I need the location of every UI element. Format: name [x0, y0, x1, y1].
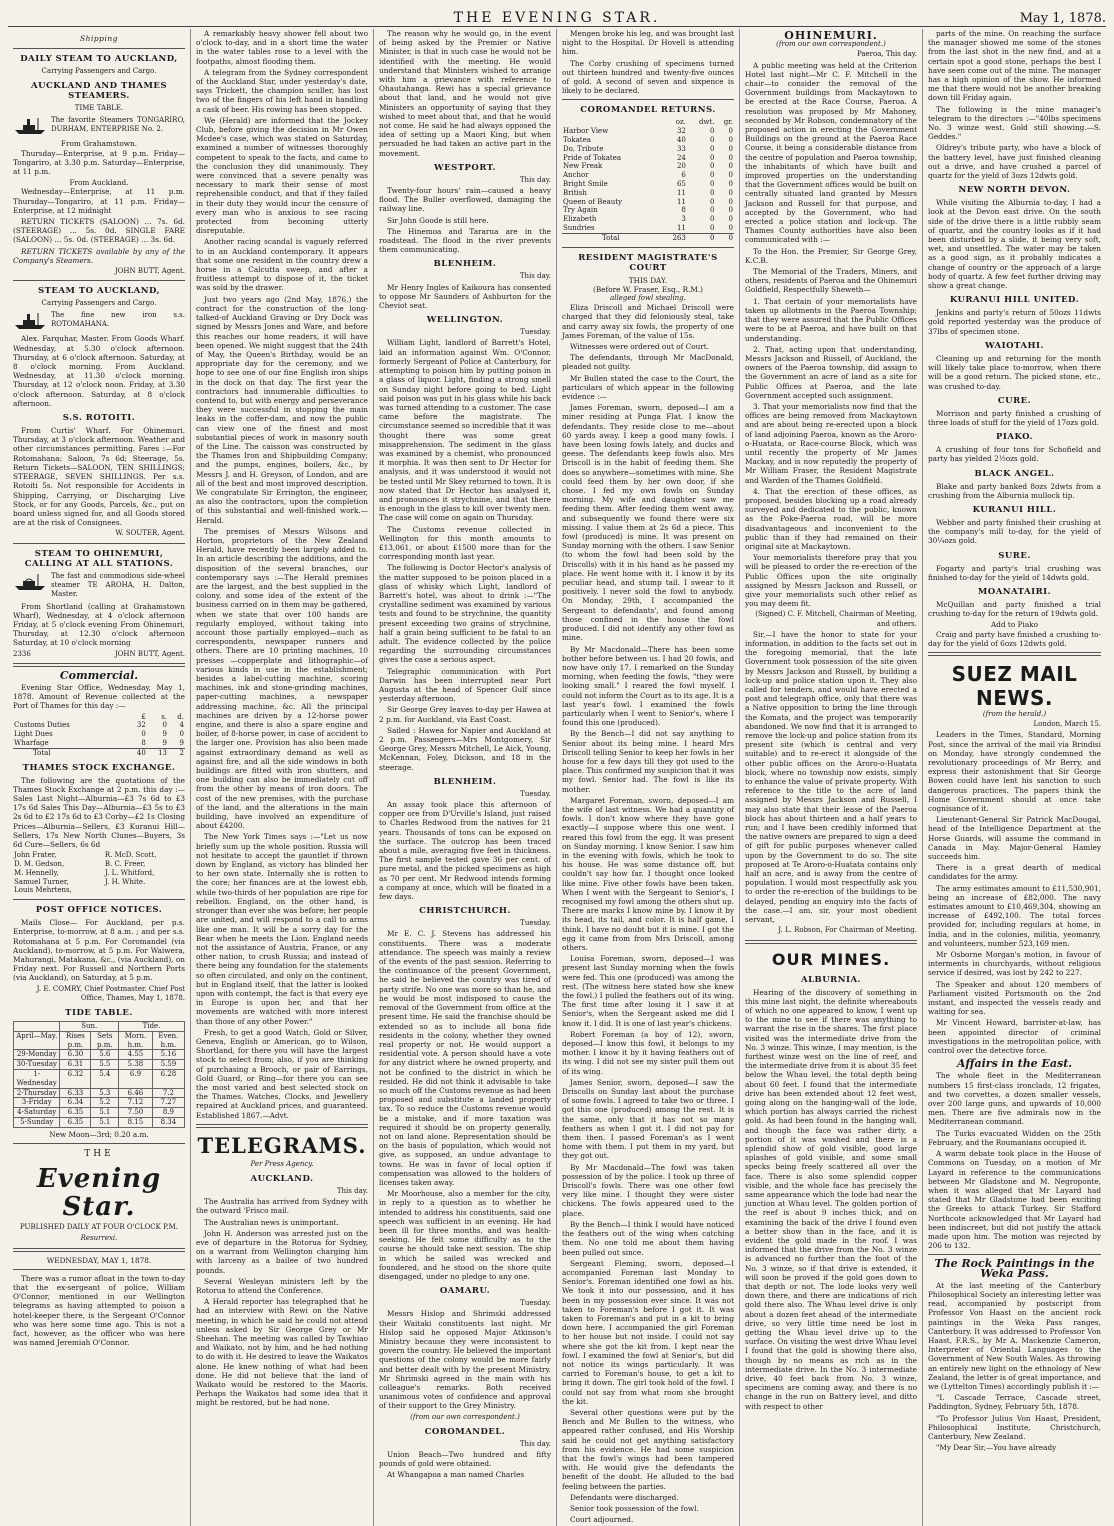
- mine-report: Webber and party finished their crushing at the company's mill to-day, for the yield of 30¼ozs gold.: [928, 517, 1101, 546]
- post-office-heading: POST OFFICE NOTICES.: [35, 905, 163, 916]
- column-3: [374, 29, 557, 1526]
- case-title: alleged fowl stealing.: [610, 293, 686, 302]
- article-paragraph: Eliza Driscoll and Michael Driscoll were charged that they did feloniously steal, take and carry away six fowls, the property of one James Foreman, of the value of 15s.: [562, 303, 734, 340]
- article-paragraph: John H. Anderson was arrested just on the eve of departure in the Rotorua for Sydney, on a warrant from Wellington charging him with larceny as a bailee of two hundred pounds.: [196, 1228, 368, 1275]
- article-paragraph: The whole fleet in the Mediterranean numbers 15 first-class ironclads, 12 frigates, and two corvettes, a dozen smaller vessels, over 200 large guns, and upwards of 10,000 men. There are five admirals now in the Mediterranean command.: [928, 1071, 1101, 1127]
- article-paragraph: Union Beach—Two hundred and fifty pounds of gold were obtained.: [379, 1450, 551, 1469]
- article-paragraph: At Whangapoa a man named Charles: [387, 1470, 525, 1480]
- article-paragraph: 4. That the erection of these offices, as proposed, besides blocking up a road already surveyed and dedicated to the public, known as the Poke-Paeroa road, will be more disadvantageous and inconvenient to the public than if they had remained on their original site at Mackaytown.: [745, 486, 917, 551]
- article-paragraph: Your memorialists therefore pray that you will be pleased to order the re-erection of the Public Offices upon the site originally assigned by Messrs Jackson and Russell, or give your memorialists such other relief as you may deem fit.: [745, 553, 917, 609]
- mine-report: Craig and party have finished a crushing to-day for the yield of 6ozs 12dwts gold.: [928, 629, 1101, 648]
- article-paragraph: The Speaker and about 120 members of Parliament visited Portsmouth on the 2nd instant, and inspected the vessels ready and waiting for sea.: [928, 979, 1101, 1017]
- ad-daily-steam-sub: Carrying Passengers and Cargo.: [41, 67, 157, 75]
- ship-names: The favorite Steamers TONGARIRO, DURHAM, ENTERPRISE No. 2.: [51, 116, 185, 134]
- article-paragraph: At the last meeting of the Canterbury Philosophical Society an interesting letter was read, accompanied by postscript from Professor Von Haast on the ancient rock paintings in the Weka Pass ranges, Canterbury. It was addressed to Professor Von Haast, F.R.S., by Mr A. Mackenzie Cameron, Interpreter of Oriental Languages to the Government of New South Wales. As throwing an entirely new light on the ethnology of New Zealand, the letter is of great importance, and we (Lyttelton Times) accordingly publish it :—: [928, 1280, 1101, 1391]
- ad-ohinemuri-heading: STEAM TO OHINEMURI, CALLING AT ALL STATIONS.: [24, 548, 174, 569]
- dateline: This day.: [336, 1186, 368, 1195]
- article-paragraph: We (Herald) are informed that the Jockey Club, before giving the decision in Mr Owen Mcdee's case, which was stated on Saturday, examined a number of witnesses thoroughly competent to speak to the facts, and came to the conclusion they did unanimously. They were convinced that a severe penalty was necessary to mark their sense of most reprehensible conduct, and that if they failed in their duty they would incur the censure of every man who is anxious to see racing protected from becoming utterly disreputable.: [196, 115, 368, 236]
- article-paragraph: Several other questions were put by the Bench and Mr Bullen to the witness, who appeared rather confused, and His Worship said he could not get anything satisfactory from his evidence. He had some suspicion that the fowl's wings had been tampered with. He would give the defendants the benefit of the doubt. He alluded to the bad feeling between the parties.: [562, 1407, 734, 1491]
- article-paragraph: The Hinemoa and Tararua are in the roadstead. The flood in the river prevents them communicating.: [379, 226, 551, 255]
- mine-heading: KURANUI HILL.: [972, 504, 1057, 515]
- rm-court-day: THIS DAY.: [628, 275, 668, 285]
- table-row: John Frater, R. McD. Scott,: [14, 851, 157, 860]
- article-paragraph: The Turks evacuated Widden on the 25th February, and the Roumanians occupied it.: [928, 1128, 1101, 1147]
- article-paragraph: Leaders in the Times, Standard, Morning Post, since the arrival of the mail via Brindisi on Monday, have strongly condemned the revolutionary proceedings of Mr Berry, and express their astonishment that Sir George Bowen could have lent his sanction to such dangerous practices. The papers think the Home Government should at once take cognisance of it.: [928, 730, 1101, 813]
- mine-report: McQuillan and party finished a trial crushing to-day for the return of 19dwts gold.: [928, 599, 1101, 619]
- article-paragraph: Oldrey's tribute party, who have a block of the battery level, have just finished cleaning out a drive, and have crushed a parcel of quartz for the yield of 3ozs 12dwts gold.: [928, 143, 1101, 181]
- oamaru-heading: OAMARU.: [439, 1286, 491, 1297]
- paper-nameplate: Evening Star.: [36, 1164, 162, 1223]
- stock-exchange-heading: THAMES STOCK EXCHANGE.: [22, 762, 176, 773]
- table-row: Louis Mehrtens,: [14, 886, 72, 895]
- mine-heading: Add to Piako: [991, 620, 1038, 630]
- leader-paragraph: There was a rumor afloat in the town to-day that the ex-sergeant of police, William O'Connor, mentioned in our Wellington telegrams as having attempted to poison a hotel-keeper there, is the Sergeant O'Connor who was here some time ago. This is not a fact, however, as the officer who was here was named Jeremiah O'Connor.: [13, 1273, 185, 1348]
- column-5: [740, 29, 923, 1526]
- mine-heading: KURANUI HILL UNITED.: [949, 295, 1080, 306]
- ad-steam-auckland-heading: STEAM TO AUCKLAND,: [37, 286, 161, 297]
- article-paragraph: The army estimates amount to £11,530,901, being an increase of £82,000. The navy estimates amount to £10,469,304, showing an increase of £492,100. The total forces provided for, including regulars at home, in India, and in the colonies, militia, yeomanry, and volunteers, number 523,169 men.: [928, 883, 1101, 948]
- commercial-intro: Evening Star Office, Wednesday, May 1, 1878. Amount of Revenue collected at the Port of Thames for this day :—: [13, 682, 185, 711]
- coromandel-returns-heading: COROMANDEL RETURNS.: [580, 105, 716, 116]
- article-paragraph: By the Bench—I did not say anything to Senior about its being mine. I heard Mrs Driscoll telling Senior to keep her fowls in her house for a few days till they got used to the place. This confirmed my suspicion that it was my fowl. Senior had. The fowl is like its mother.: [562, 729, 734, 794]
- table-row: Tokatea 40 0 0: [563, 136, 733, 145]
- divider: [928, 1254, 1101, 1255]
- brokers-table: [13, 851, 185, 895]
- divider: [13, 899, 185, 900]
- divider: [13, 543, 185, 544]
- tide-table-heading: TIDE TABLE.: [65, 1007, 133, 1018]
- ad-daily-steam-heading: DAILY STEAM TO AUCKLAND,: [20, 54, 178, 64]
- mine-report: Jenkins and party's return of 50ozs 11dwts gold reported yesterday was the produce of 37lbs of specimen stone.: [928, 308, 1101, 336]
- agent-signature: JOHN BUTT, Agent.: [114, 649, 185, 658]
- divider: [13, 1269, 185, 1270]
- commercial-heading: Commercial.: [59, 668, 139, 682]
- article-paragraph: Mr Moorhouse, also a member for the city, in reply to a question as to whether he intended to address his constituents, said one speech was sufficient in an evening. He had been ill for three months, and was health-seeking. He felt some difficulty as to the course he should take next session. The ship in which he sailed was wrecked and foundered, and he stood on the shore quite disengaged, under no pledge to any one.: [379, 1189, 551, 1281]
- article-paragraph: 3. That your memorialists now find that the offices are being removed from Mackaytown and are about being re-erected upon a block of land adjoining Paeroa, known as the Aroro-o-Huatata, or Race-course Block, which was until recently the property of Mr James Mackay, and is now reputedly the property of Mr William Fraser, the Resident Magistrate and Warden of the Thames Goldfield.: [745, 401, 917, 485]
- article-paragraph: "To Professor Julius Von Haast, President, Philosophical Institute, Christchurch, Canterbury, New Zealand.: [928, 1413, 1101, 1441]
- article-paragraph: Sergeant Fleming, sworn, deposed—I accompanied Foreman last Monday to Senior's. Foreman identified one fowl as his. We took it into our possession, and it has been in my possession ever since. It was not taken to Foreman's before I got it. It was taken to Foreman's and put in a kit to bring down here. I accompanied the girl Foreman to her house but not inside. I could not say where she got the kit from. I kept near the fowl. I examined the fowl at Senior's, but did not notice its wings particularly. It was carried to Foreman's house, to get a kit to bring it down. The girl took hold of the fowl. I could not say from what room she brought the kit.: [562, 1258, 734, 1406]
- divider: [562, 247, 734, 248]
- dateline: Tuesday.: [520, 789, 551, 798]
- coromandel-heading: COROMANDEL.: [424, 1426, 506, 1437]
- ship-names: The fine new iron s.s. ROTOMAHANA.: [51, 311, 185, 329]
- our-mines-heading: OUR MINES.: [771, 949, 891, 969]
- article-paragraph: Mr Bullen stated the case to the Court, the particulars of which appear in the following evidence :—: [562, 373, 734, 402]
- revenue-table: [13, 713, 185, 758]
- rock-paintings-heading: The Rock Paintings in the Weka Pass.: [934, 1257, 1095, 1280]
- returns-header: oz. dwt. gr.: [675, 118, 733, 127]
- article-paragraph: Lieutenant-General Sir Patrick MacDougal, head of the Intelligence Department at the Horse Guards, will assume the command in Canada in May. Major-General Hamley succeeds him.: [928, 815, 1101, 861]
- columns: [8, 29, 1106, 1525]
- steamship-icon: [13, 311, 47, 331]
- dateline: Tuesday.: [520, 328, 551, 337]
- article-paragraph: The Corby crushing of specimens turned out thirteen hundred and twenty-five ounces of gold. A second of seven and sixpence is likely to be declared.: [562, 58, 734, 96]
- divider: [196, 1124, 368, 1128]
- masthead-title: THE EVENING STAR.: [453, 10, 661, 26]
- postmaster-signature: J. E. COMRY, Chief Postmaster. Chief Post Office, Thames, May 1, 1878.: [36, 984, 185, 1002]
- tide-group-header: Sun. Tide.: [14, 1021, 185, 1031]
- table-row: 29-Monday 6.30 5.6 4.55 5.16: [14, 1050, 185, 1060]
- revenue-header: £ s. d.: [141, 712, 184, 721]
- mine-heading: NEW NORTH DEVON.: [958, 185, 1071, 196]
- divider: [13, 1248, 185, 1252]
- new-moon-note: New Moon—3rd; 0.20 a.m.: [49, 1129, 149, 1139]
- article-paragraph: To the Hon. the Premier, Sir George Grey, K.C.B.: [745, 246, 917, 265]
- article-paragraph: Sir John Goode is still here.: [387, 215, 489, 225]
- ad-number: 2336: [13, 649, 31, 658]
- article-paragraph: Mr E. C. J. Stevens has addressed his constituents. There was a moderate attendance. The speech was mainly a review of the events of the past session. Referring to the continuance of the present Government, he said he believed the country was tired of party strife. No one was more so than he, and he would be most indisposed to cause the removal of the Government from office at the present time. He said the franchise should be extended so as to include all bona fide residents in the colony, whether they owned real property or not. He would support a residential vote. A person should have a vote for any district where he owned property, and not be confined to the district in which he resided. He did not think it advisable to take so much off the Customs revenue as had been proposed and substitute a landed property tax. To so reduce the Customs revenue would be a mistake, and if more taxation was required it should be on property generally, not on land alone. Representation should be on the basis of population, which would not give, as supposed, an undue advantage to towns. He was in favor of local option if compensation was allowed to the holders of licenses taken away.: [379, 929, 551, 1187]
- article-paragraph: A public meeting was held at the Criterion Hotel last night—Mr C. F. Mitchell in the chair—to consider the removal of the Government buildings from Mackaytown to be erected at the Race Course, Paeroa. A resolution was proposed by Mr Mahoney, seconded by Mr Robson, condemnatory of the proposed action in erecting the Government Buildings on the ground at the Paeroa Race Course, it being a considerable distance from the centre of population and Paeroa township, the inhabitants of which have built and improved properties on the understanding that the Government offices would be built on centrally situated land granted by Messrs Jackson and Russell for that purpose, and accepted by the Government, who had erected a police station and lock-up. The Thames County authorities have also been communicated with :—: [745, 60, 917, 245]
- table-row: 30-Tuesday 6.31 5.5 5.38 5.59: [14, 1060, 185, 1070]
- telegrams-source: Per Press Agency.: [250, 1159, 314, 1168]
- article-paragraph: Twenty-four hours' rain—caused a heavy flood. The Buller overflowed, damaging the railway line.: [379, 186, 551, 214]
- article-paragraph: The Australia has arrived from Sydney with the outward 'Frisco mail.: [196, 1197, 368, 1216]
- article-paragraph: By the Bench—I think I would have noticed the feathers out of the wing when catching them. No one told me about them having been pulled out since.: [562, 1219, 734, 1257]
- auckland-heading: AUCKLAND.: [250, 1173, 314, 1184]
- suez-source: (from the herald.): [982, 709, 1047, 718]
- from-grahamstown-times: Thursday—Enterprise, at 9 p.m. Friday—Tongariro, at 3.30 p.m. Saturday—Enterprise, at 11 p.m.: [13, 148, 185, 177]
- article-paragraph: "My Dear Sir,—You have already: [936, 1443, 1057, 1453]
- dateline: This day.: [519, 272, 551, 281]
- blenheim-heading: BLENHEIM.: [433, 259, 497, 270]
- from-auckland-times: Wednesday—Enterprise, at 11 p.m. Thursday—Tongariro, at 11 p.m. Friday—Enterprise, at 12 midnight: [13, 187, 185, 215]
- table-row: 5-Sunday 6.35 5.1 8.15 8.34: [14, 1117, 185, 1127]
- publication-line: PUBLISHED DAILY AT FOUR O'CLOCK P.M.: [19, 1223, 179, 1232]
- article-paragraph: James Senior, sworn, deposed—I saw the Driscolls on Sunday last about the purchase of some fowls. I agreed to take two or three. I got this one (produced) among the rest. It is the same, only that it has not so many feathers as when I got it. I did not pay for them then. I passed Foreman's as I went home with them. I put them in my yard, but they got out.: [562, 1077, 734, 1161]
- divider: [745, 940, 917, 944]
- ship-advert: [13, 572, 185, 599]
- post-office-body: Mails Close— For Auckland, per p.s. Enterprise, to-morrow, at 8 a.m. ; and per s.s. Rotomahana at 5 p.m. For Coromandel (via Auckland), to-morrow, at 5 p.m. For Waiwera, Mahurangi, Matakana, &c., (via Auckland), on Friday next. For Russell and Northern Ports (via Auckland), on Saturday, at 5 p.m.: [13, 918, 185, 983]
- article-paragraph: The Memorial of the Traders, Miners, and others, residents of Paeroa and the Ohinemuri Goldfield, Respectfully Sheweth—: [745, 267, 917, 295]
- article-paragraph: The following is Doctor Hector's analysis of the matter supposed to be poison placed in a glass of whisky which Light, landlord of Barrett's hotel, was about to drink :—"The crystalline sediment was examined by various tests and found to be strychnine, the quantity present exceeding two grains of strychnine, half a grain being sufficient to be fatal to an adult. The evidence collected by the police regarding the surrounding circumstances gives the case a serious aspect.: [379, 563, 551, 665]
- rotomahana-times: Alex. Farquhar, Master. From Goods Wharf. Wednesday, at 5.30 o'clock afternoon. Thursday, at 6 o'clock afternoon. Saturday, at 8 o'clock morning. From Auckland. Wednesday, at 11.30 o'clock morning. Thursday, at 12 o'clock noon. Friday, at 3.30 o'clock afternoon. Saturday, at 8 o'clock afternoon.: [13, 334, 185, 408]
- divider: [562, 99, 734, 100]
- table-row: 2-Thursday 6.33 5.3 6.46 7.2: [14, 1088, 185, 1098]
- ship-names: The fast and commodious side-wheel steamer TE AROHA, H. Dalton, Master.: [51, 571, 185, 598]
- blenheim-heading-2: BLENHEIM.: [433, 776, 497, 787]
- article-paragraph: Louisa Foreman, sworn, deposed—I was present last Sunday morning when the fowls were fed. This one (produced) was among the rest. (The witness here stated how she knew the fowl.) I pulled the feathers out of its wing. The first time after losing it I saw it at Senior's, when the Sergeant asked me did I know it. I did. It is one of last year's chickens.: [562, 954, 734, 1028]
- article-paragraph: Court adjourned.: [570, 1515, 634, 1525]
- column-2: [191, 29, 374, 1526]
- agent-signature: JOHN BUTT, Agent.: [114, 267, 185, 276]
- article-paragraph: 1. That certain of your memorialists have taken up allotments in the Paeroa Township; that they were assured that the Public Offices were to be at Paeroa, and have built on that understanding.: [745, 296, 917, 343]
- te-aroha-times: From Shortland (calling at Grahamstown Wharf), Wednesday, at 4 o'clock afternoon Friday, at 5 o'clock evening From Ohinemuri, Thursday, at 12.30 o'clock afternoon Saturday, at 10 o'clock morning: [13, 601, 185, 648]
- article-paragraph: The reason why he would go, in the event of being asked by the Premier or Native Minister, is that in such case he would not be identified with the meeting. He would understand that Ministers wished to arrange with him a grievance with reference to Ohautahanga. Rewi has a special grievance about that land, and he would not give Ministers an opportunity of saying that they wished to meet about that, and that he would not come. He said he had always opposed the idea of setting up a Maori King, but when persuaded he had taken an active part in the movement.: [379, 29, 551, 158]
- article-paragraph: A telegram from the Sydney correspondent of the Auckland Star, under yesterday's date, says Trickett, the champion sculler, has lost two of the fingers of his left hand in handling a cask of beer. His rowing has been stopped.: [196, 67, 368, 114]
- table-row: M. Hennelly, J. L. Whitford,: [14, 868, 155, 877]
- article-paragraph: Hearing of the discovery of something in this mine last night, the definite whereabouts of which no one appeared to know, I went up to the mine to see if there was anything to warrant the rise in the shares. The first place visited was the intermediate drive from the No. 3 winze. This winze, I may mention, is the furthest winze west on the line of reef, and the intermediate drive from it is about 35 feet below the Whau level, the total depth being about 60 feet. I found that the intermediate drive has been extended about 12 feet west, going along on the hanging-wall of the lode, which portion has always carried the richest gold. As had been found in the hanging wall, and though the face was rather dirty, a portion of it was washed and there is a splendid show of gold visible, good large splashes of gold visible, and some small specks being freely scattered all over the face. There is also some splendid copper visible, and the whole face has precisely the same appearance which the lode had near the junction at Whau level. The golden portion of the reef is about 9 inches thick, and on examining the back of the drive I found even a better show than in the face, and it is evident the gold made in the roof. I was informed that the drive from the No. 3 winze is advanced no further than the foot of the No. 3 winze, so if that drive is extended, it will soon be proved if the gold goes down to that depth or not. The lode looks very well down there, and there are indications of rich gold there also. The Whau level drive is only about a dozen feet ahead of the intermediate drive, so very little time need be lost in getting the Whau level drive up to the surface. On visiting the west drive Whau level I found that the gold is showing there also, though by no means as rich as in the intermediate drive. In the No. 3 intermediate drive, 40 feet back from No. 3 winze, specimens are coming away, and there is no change in the run on Battery level, and ditto with respect to other: [745, 987, 917, 1411]
- ad-steam-auckland-sub: Carrying Passengers and Cargo.: [41, 299, 157, 308]
- article-paragraph: Sailed : Hawea for Napier and Auckland at 2 p.m. Passengers—Mrs Montgomery, Sir George Grey, Messrs Mitchell, Le Aick, Young, McKennan, Foley, Dickson, and 18 in the steerage.: [379, 725, 551, 772]
- column-6: [923, 29, 1106, 1526]
- correspondent-note: (from our own correspondent.): [410, 1412, 520, 1421]
- mine-report: Cleaning up and returning for the month will likely take place to-morrow, when there will be a good return. The picked stone, etc., was crushed to-day.: [928, 353, 1101, 391]
- article-paragraph: Defendants were discharged.: [570, 1492, 679, 1502]
- article-paragraph: By Mr Macdonald—The fowl was taken possession of by the police. I took up three of Driscoll's fowls. There was one other fowl very like mine. I thought they were sister chickens. The fowls appeared used to the place.: [562, 1162, 734, 1218]
- article-paragraph: Messrs Hislop and Shrimski addressed their Waitaki constituents last night. Mr Hislop said he opposed Major Atkinson's Ministry because they were inconsistent to govern the country. He believed the important questions of the colony would be more fairly and better dealt with by the present Ministry. Mr Shrimski agreed in the main with his colleague's remarks. Both received unanimous votes of confidence and approval of their support to the Grey Ministry.: [379, 1309, 551, 1411]
- article-paragraph: The defendants, through Mr MacDonald, pleaded not guilty.: [562, 353, 734, 372]
- table-row: Bright Smile 65 0 0: [563, 180, 733, 188]
- westport-heading: WESTPORT.: [434, 162, 496, 173]
- christchurch-heading: CHRISTCHURCH.: [419, 906, 511, 917]
- ad-time-table-label: TIME TABLE.: [74, 104, 124, 113]
- dateline: Paeroa, This day.: [856, 50, 917, 59]
- article-paragraph: parts of the mine. On reaching the surface the manager showed me some of the stones from the last shot in the new find, and at a certain spot a good stone, perhaps the best I have seen come out of the mine. The manager has a high opinion of the show. He informed me that there would not be another breaking down till Friday again.: [928, 29, 1101, 103]
- article-paragraph: The following is the mine manager's telegram to the directors :—"40lbs specimens No. 3 winze west. Gold still showing.—S. Geddes.": [928, 104, 1101, 142]
- table-row: Samuel Turner, J. H. White.: [14, 877, 146, 886]
- stock-exchange-body: The following are the quotations of the Thames Stock Exchange at 2 p.m. this day :— Sales Last Night—Alburnia—£3 7s 6d to £3 17s 6d Sales This Day—Alburnia—£3 5s to £3 2s 6d to £2 17s 6d to £3 Corby—£2 1s Closing Prices—Alburnia—Sellers, £3 Kuranui Hill—Sellers, 17s New North Clunes—Buyers, 3s 6d Cure—Sellers, 6s 6d: [13, 775, 185, 849]
- advertisement-paragraph: Fresh, to get a good Watch, Gold or Silver, Geneva, English or American, go to Wilson, Shortland, for there you will have the largest stock to select from; also, if you are thinking of purchasing a Brooch, or pair of Earrings, Gold Guard, or Ring—for there you can see the most varied and best selected stock on the Thames. Watches, Clocks, and Jewellery repaired at Auckland prices, and guaranteed. Established 1867.—Advt.: [196, 1027, 368, 1120]
- table-row-total: Total 40 13 2: [13, 748, 185, 757]
- mine-heading: MOANATAIRI.: [977, 586, 1052, 597]
- article-paragraph: The Australian news is unimportant.: [204, 1217, 339, 1227]
- steamship-icon: [13, 116, 47, 136]
- table-row: Sundries 11 0 0: [563, 223, 733, 232]
- motto: Resurrexi.: [80, 1234, 118, 1243]
- article-paragraph: By Mr Macdonald—There has been some bother before between us. I had 20 fowls, and now have only 17. I remarked on the Sunday morning, when feeding the fowls, "they were looking small." I reared the fowl myself. I could not inform the Court as to its age. It is a last year's fowl. I examined the fowls particularly when I went to Senior's, where I found this one (produced).: [562, 644, 734, 728]
- article-paragraph: Several Wesleyan ministers left by the Rotorua to attend the Conference.: [196, 1276, 368, 1295]
- article-paragraph: Mr Osborne Morgan's motion, in favour of interments in churchyards, without religious service if desired, was lost by 242 to 227.: [928, 950, 1101, 978]
- article-paragraph: William Light, landlord of Barrett's Hotel, laid an information against Wm. O'Connor, formerly Sergeant of Police at Canterbury, for attempting to poison him by putting poison in a glass of liquor. Light, finding a strong smell on Sunday night before going to bed. Light said poison was put in his glass while his back was turned attending to a customer. The case came before the magistrate. The circumstance seemed so incredible that it was thought there was some great misapprehension. The sediment in the glass was examined by a chemist, who pronounced it morphia. It was then sent to Dr Hector for analysis, and it was understood it would not be tested until Mr Skey returned to town. It is now stated that Dr Hector has analysed it, and pronounces it strychnine, and that there is enough in the glass to kill over twenty men. The case will come on again on Thursday.: [379, 338, 551, 523]
- table-row: Customs Duties 32 0 4: [14, 721, 184, 730]
- article-paragraph: 2. That, acting upon that understanding, Messrs Jackson and Russell, of Auckland, the owners of the Paeroa township, did assign to the Government an acre of land as a site for Public Offices at Paeroa, and the late Government accepted such assignment.: [745, 344, 917, 400]
- tide-header: April—May. Rises p.m. Sets p.m. Morn. h.m. Even. h.m.: [14, 1031, 185, 1050]
- article-paragraph: Telegraphic communication with Port Darwin has been interrupted near Port Augusta at the head of Spencer Gulf since yesterday afternoon.: [379, 666, 551, 704]
- table-row: Elizabeth 3 0 0: [563, 215, 733, 224]
- mine-report: Fogarty and party's trial crushing was finished to-day for the yield of 14dwts gold.: [928, 563, 1101, 582]
- suez-mail-heading: SUEZ MAIL NEWS.: [951, 661, 1078, 710]
- article-paragraph: Mr Vincent Howard, barrister-at-law, has been appointed director of criminal investigations in the metropolitan police, with control over the detective force.: [928, 1018, 1101, 1056]
- article-paragraph: A Herald reporter has telegraphed that he had an interview with Rewi on the Native meeting, in which he said he could not attend unless asked by Sir George Grey or Mr Sheehan. The meeting was called by Tawhiao and Waikato, not by him, and he had nothing to do with it. He desired to leave the Waikatos alone. He knew nothing of what had been done. He did not believe that the land of Waikato would be restored to the Maoris. Perhaps the Waikatos had some idea that it might be restored, but he had none.: [196, 1297, 368, 1408]
- divider: [928, 652, 1101, 656]
- mine-report: A crushing of four tons for Schofield and party has yielded 2½ozs gold.: [928, 445, 1101, 464]
- agent-line: [13, 650, 185, 659]
- article-paragraph: The Customs revenue collected in Wellington for this month amounts to £13,061, or about £1500 more than for the corresponding month last year.: [379, 524, 551, 562]
- article-paragraph: Just two years ago (2nd May, 1876,) the contract for the construction of the long-talked-of Auckland Graving or Dry Dock was signed by Messrs Jones and Ware, and before this reaches our home readers, it will have been opened. We might suggest that the 24th of May, the Queen's Birthday, would be an appropriate day for the ceremony, and we hope to see one of our fine English iron ships in the dock on that day. The first year the contractors had innumerable difficulties to contend to, but with energy and perseverance they were successful in stopping the main leaks in the coffer-dam, and now the public can view one of the finest and most substantial pieces of work in masonry south of the Line. The caisson was constructed by the Thames Iron and Shipbuilding Company; and the pumps, engines, boilers, &c., by Messrs J. and H. Greyson, of London, and are all of the best and most improved description. We congratulate Sir Errington, the engineer, as also the contractors, upon the completion of this substantial and well-finished work.—Herald.: [196, 294, 368, 525]
- article-paragraph: The New York Times says :—"Let us now briefly sum up the whole position. Russia will not hesitate to accept the gauntlet if thrown down by England, as victory has blinded her to her own state. Internally she is rotten to the core; her finances are at the lowest ebb, while two-thirds of her population are ripe for rebellion. England, on the other hand, is stronger than ever she was before; her people are united, and will respond to a call to arms like one man. It will be a sorry day for the Bear when he meets the Lion. England needs not the assistance of Austria, France, or any other nation, to crush Russia; and instead of there being any foundation for the statements so often circulated, and only on the continent, but in England itself, that the latter is looked upon with contempt, the fact is that every eye in Europe is upon her, and that her movements are watched with more interest than those of any other Power.": [196, 832, 368, 1026]
- mine-heading: WAIOTAHI.: [985, 340, 1044, 351]
- wellington-heading: WELLINGTON.: [426, 315, 504, 326]
- correspondent-note: (from our own correspondent.): [776, 40, 886, 49]
- article-paragraph: A remarkably heavy shower fell about two o'clock to-day, and in a short time the water in the water tables rose to a level with the footpaths, almost flooding them.: [196, 29, 368, 66]
- mine-heading: PIAKO.: [996, 432, 1033, 443]
- rotoiti-body: From Curtis' Wharf. For Ohinemuri. Thursday, at 3 o'clock afternoon. Weather and other circumstances permitting. Fares :—For Rotomahana: Saloon, 7s 6d; Steerage, 5s. Return Tickets—SALOON, TEN SHILLINGS; STEERAGE, SEVEN SHILLINGS. Per s.s. Rotoiti 5s. Not responsible for Accidents in Shipping, Carrying, or Discharging Live Stock, or for any Goods, Parcels, &c., put on board unless signed for, and all Goods stored are at the risk of Consignees.: [13, 426, 185, 528]
- coromandel-returns-table: [562, 118, 734, 242]
- alburnia-heading: ALBURNIA.: [800, 974, 862, 985]
- mine-report: While visiting the Alburnia to-day, I had a look at the Devon east drive. On the south side of the drive there is a little rubbly seam of quartz, and the country looks as if it had been disturbed by a slide, it being very soft, wet, and unsettled. The water may be taken as a good sign, as it probably indicates a change of country or the approach of a large body of quartz. A few feet further driving may show a great change.: [928, 198, 1101, 291]
- mine-heading: SURE.: [998, 550, 1031, 561]
- letter-signature: J. L. Robson, For Chairman of Meeting.: [778, 926, 917, 935]
- divider: [13, 48, 185, 49]
- rm-court-before: (Before W. Fraser, Esq., R.M.): [592, 284, 704, 294]
- ohinemuri-heading: OHINEMURI.: [784, 29, 878, 42]
- dateline: Tuesday.: [520, 1299, 551, 1308]
- dateline: London, March 15.: [1033, 720, 1101, 729]
- table-row: Light Dues 0 9 0: [14, 730, 184, 739]
- article-paragraph: There is a great dearth of medical candidates for the army.: [928, 863, 1101, 882]
- article-paragraph: Sir George Grey leaves to-day per Hawea at 2 p.m. for Auckland, via East Coast.: [379, 705, 551, 724]
- dateline: Tuesday.: [520, 919, 551, 928]
- divider: [13, 1143, 185, 1144]
- divider: [13, 663, 185, 667]
- masthead-date: May 1, 1878.: [1019, 11, 1106, 26]
- mine-report: Morrison and party finished a crushing of three loads of stuff for the yield of 17ozs gold.: [928, 408, 1101, 427]
- table-row: 4-Saturday 6.35 5.1 7.50 8.9: [14, 1108, 185, 1118]
- steamship-icon: [13, 572, 47, 592]
- mine-heading: CURE.: [997, 395, 1032, 406]
- divider: [13, 280, 185, 281]
- ship-advert: [13, 311, 185, 331]
- article-paragraph: Sir,—I have the honor to state for your information, in addition to the facts set out in the foregoing memorial, that the late Government took possession of the site given by Messrs Jackson and Russell, by building a lock-up and police station upon it. They also called for tenders, and would have erected a post and telegraph office, only that there was a Native opposition to bring the line through the Komata, and the project was temporarily abandoned. We now find that it is arranged to remove the lock-up and police station from its present site (which is central and very suitable) and to re-erect it alongside of the other public offices on the Aroro-o-Huatata block, where no township now exists, simply to enhance the value of private property. With reference to the title to the acre of land assigned by Messrs Jackson and Russell, I may also state that their lease of the Paeroa block has about thirteen and a half years to run; and I have been credibly informed that the native owners are prepared to sign a deed of gift for public purposes whenever called upon by the Government to do so. The site proposed at Te Aroro-o-Huatata contains only half an acre, and is away from the centre of population. I would most respectfully ask you to order the re-erection of the buildings to be delayed, pending an enquiry into the facts of the case.—I am, sir, your most obedient servant,: [745, 629, 917, 925]
- table-row: British 11 0 0: [563, 188, 733, 197]
- table-row-total: Total 263 0 0: [562, 233, 734, 242]
- article-paragraph: A warm debate took place in the House of Commons on Tuesday, on a motion of Mr Layard in reference to the communications between Mr Gladstone and M. Negroponte, when it was alleged that Mr Layard had stated that Mr Gladstone had been exciting the Greeks to attack Turkey. Sir Stafford Northcote acknowledged that Mr Layard had been indiscreet, but did not justify the attack made upon him. The motion was rejected by 206 to 132.: [928, 1149, 1101, 1251]
- article-paragraph: Mengen broke his leg, and was brought last night to the Hospital. Dr Hovell is attending him.: [562, 29, 734, 57]
- article-paragraph: Robert Foreman (a boy of 12), sworn, deposed—I know this fowl, it belongs to my mother. I know it by it having feathers out of its wing. I did not see my sister pull them out of its wing.: [562, 1029, 734, 1076]
- affairs-east-heading: Affairs in the East.: [956, 1057, 1073, 1071]
- table-row: Anchor 6 0 0: [563, 171, 733, 180]
- ad-thames-steamers-heading: AUCKLAND AND THAMES STEAMERS.: [30, 81, 167, 102]
- return-tickets-note: RETURN TICKETS available by any of the Company's Steamers.: [13, 246, 185, 265]
- mine-heading: BLACK ANGEL.: [974, 468, 1055, 479]
- dateline: This day.: [519, 1439, 551, 1448]
- from-grahamstown-label: From Grahamstown.: [60, 139, 138, 149]
- article-paragraph: Witnesses were ordered out of Court.: [570, 342, 710, 351]
- from-auckland-label: From Auckland.: [69, 178, 129, 188]
- column-4: [557, 29, 740, 1526]
- agent-signature: W. SOUTER, Agent.: [115, 529, 185, 538]
- article-paragraph: Margaret Foreman, sworn, deposed—I am the wife of last witness. We had a quantity of fowls. I don't know where they have gone exactly—I suppose where this one went. I reared this fowl from the egg. It was present on Sunday morning. I know Senior. I saw him in the evening with fowls, which he took to his house. He was some distance off, but couldn't say how far. I thought once looked like mine. Five other fowls have been taken. When I went with the Sergeant to Senior's, I recognised my fowl among the others shut up. There are marks I know mine by. I know it by its head, its tail, and color. It is half game, I think. I have no doubt but it is mine. I got the egg it came from from Mrs Driscoll, among others.: [562, 795, 735, 952]
- column-1: [8, 29, 191, 1526]
- table-row: Do. Tribute 33 0 0: [563, 144, 733, 153]
- article-paragraph: Mr Henry Ingles of Kaikoura has consented to oppose Mr Saunders of Ashburton for the Cheviot seat.: [379, 282, 551, 311]
- table-row: Harbor View 32 0 0: [563, 127, 733, 136]
- article-paragraph: James Foreman, sworn, deposed—I am a miner residing at Punga Flat. I know the defendants. They reside close to me—about 60 yards away. I keep a good many fowls. I have been losing fowls lately, and ducks and geese. The defendants keep fowls also. Mrs Driscoll is in the habit of feeding them. She does so anywhere—sometimes with mine. She could feed them by her own door, if she chose. I fed my own fowls on Sunday morning. My wife and daughter saw me feeding them. After feeding them went away, and subsequently we found there were six missing. I value them at 2s 6d a piece. This fowl (produced) is mine. It was present on Sunday morning with the others. I saw Senior (to whom the fowl had been sold by the Driscolls) with it in his hand as he passed my place. He went home with it. I know it by its peculiar head, and stump tail. I swear to it positively. I never sold the fowl to anybody. On Monday, 29th, I accompanied the Sergeant to defendants', and found among those confined in the house the fowl produced. I did not identify any other fowl as mine.: [562, 403, 734, 643]
- rm-court-heading: RESIDENT MAGISTRATE'S COURT: [578, 252, 718, 273]
- table-row: New Freak 20 0 0: [563, 162, 733, 171]
- paper-the: THE: [84, 1148, 114, 1159]
- article-paragraph: Another racing scandal is vaguely referred to in an Auckland contemporary. It appears that some one resident in the country drew a horse in a Calcutta sweep, and after a fruitless attempt to dispose of it, the ticket was sold by the drawer.: [196, 237, 368, 293]
- shipping-heading: Shipping: [80, 34, 118, 43]
- article-paragraph: The premises of Messrs Wilsons and Horton, proprietors of the New Zealand Herald, have recently been largely added to. In an article describing the additions, and the disposition of the several branches, our contemporary says :—The Herald premises are the largest, and the best supplied in the colony, and some idea of the extent of the business carried on in them may be gathered, when we state that over 100 hands are regularly employed, without taking into account those partially employed—such as correspondents, newspaper runners and others. There are 10 printing machines, 10 presses —copperplate and lithographic—of various kinds in use in the establishment; besides a label-cutting machine, scoring machines, ink and stone-grinding machines, paper-cutting machines, a newspaper addressing machine, &c. All the principal machines are driven by a 12-horse power engine, and there is also a spare engine and boiler, of 8-horse power, in case of accident to the larger one. Provision has also been made against extraordinary demand as well as against fire, and all the side windows in both buildings are fitted with iron shutters, and one building can also be immediately cut off from the other by means of iron doors. The cost of the new premises, with the purchase of the land, and the alterations in the main building, have involved an expenditure of about £4200.: [196, 526, 368, 831]
- table-row: 1-Wednesday 6.32 5.4 6.9 6.28: [14, 1069, 185, 1088]
- article-paragraph: An assay took place this afternoon of copper ore from D'Urville's Island, just raised to Charles Redwood from the natives for 21 years. Thousands of tons can be exposed on the surface. The outcrop has been traced about a mile, averaging five feet in thickness. The first sample tested gave 36 per cent. of pure metal, and the picked specimens as high as 70 per cent. Mr Redwood intends forming a company at once, which will be floated in a few days.: [379, 800, 551, 902]
- fares: RETURN TICKETS (SALOON) ... 7s. 6d. (STEERAGE) ... 5s. 0d. SINGLE FARE (SALOON) ... 5s. 0d. (STEERAGE) ... 3s. 6d.: [13, 217, 185, 245]
- table-row: Wharfage 8 9 9: [14, 738, 184, 747]
- table-row: 3-Friday 6.34 5.2 7.12 7.27: [14, 1098, 185, 1108]
- ship-advert: [13, 116, 185, 136]
- tide-table: [13, 1021, 185, 1128]
- telegrams-heading: TELEGRAMS.: [197, 1132, 367, 1158]
- mine-report: Blake and party banked 8ozs 2dwts from a crushing from the Alburnia mullock tip.: [928, 481, 1101, 500]
- issue-date: WEDNESDAY, MAY 1, 1878.: [46, 1255, 152, 1265]
- memorial-signature: (Signed) C. F. Mitchell, Chairman of Meeting, and others.: [755, 610, 917, 628]
- table-row: Queen of Beauty 11 0 0: [563, 197, 733, 206]
- table-row: D. M. Gedson, B. C. Freer,: [14, 859, 146, 868]
- article-paragraph: "I. Cascade Terrace, Cascade street, Paddington, Sydney, February 5th, 1878.: [928, 1393, 1101, 1412]
- masthead: [8, 4, 1106, 27]
- table-row: Pride of Tokatea 24 0 0: [563, 153, 733, 162]
- article-paragraph: Senior took possession of the fowl.: [570, 1503, 699, 1513]
- dateline: This day.: [519, 175, 551, 184]
- table-row: Try Again 8 0 0: [563, 206, 733, 215]
- rotoiti-heading: S.S. ROTOITI.: [62, 413, 136, 424]
